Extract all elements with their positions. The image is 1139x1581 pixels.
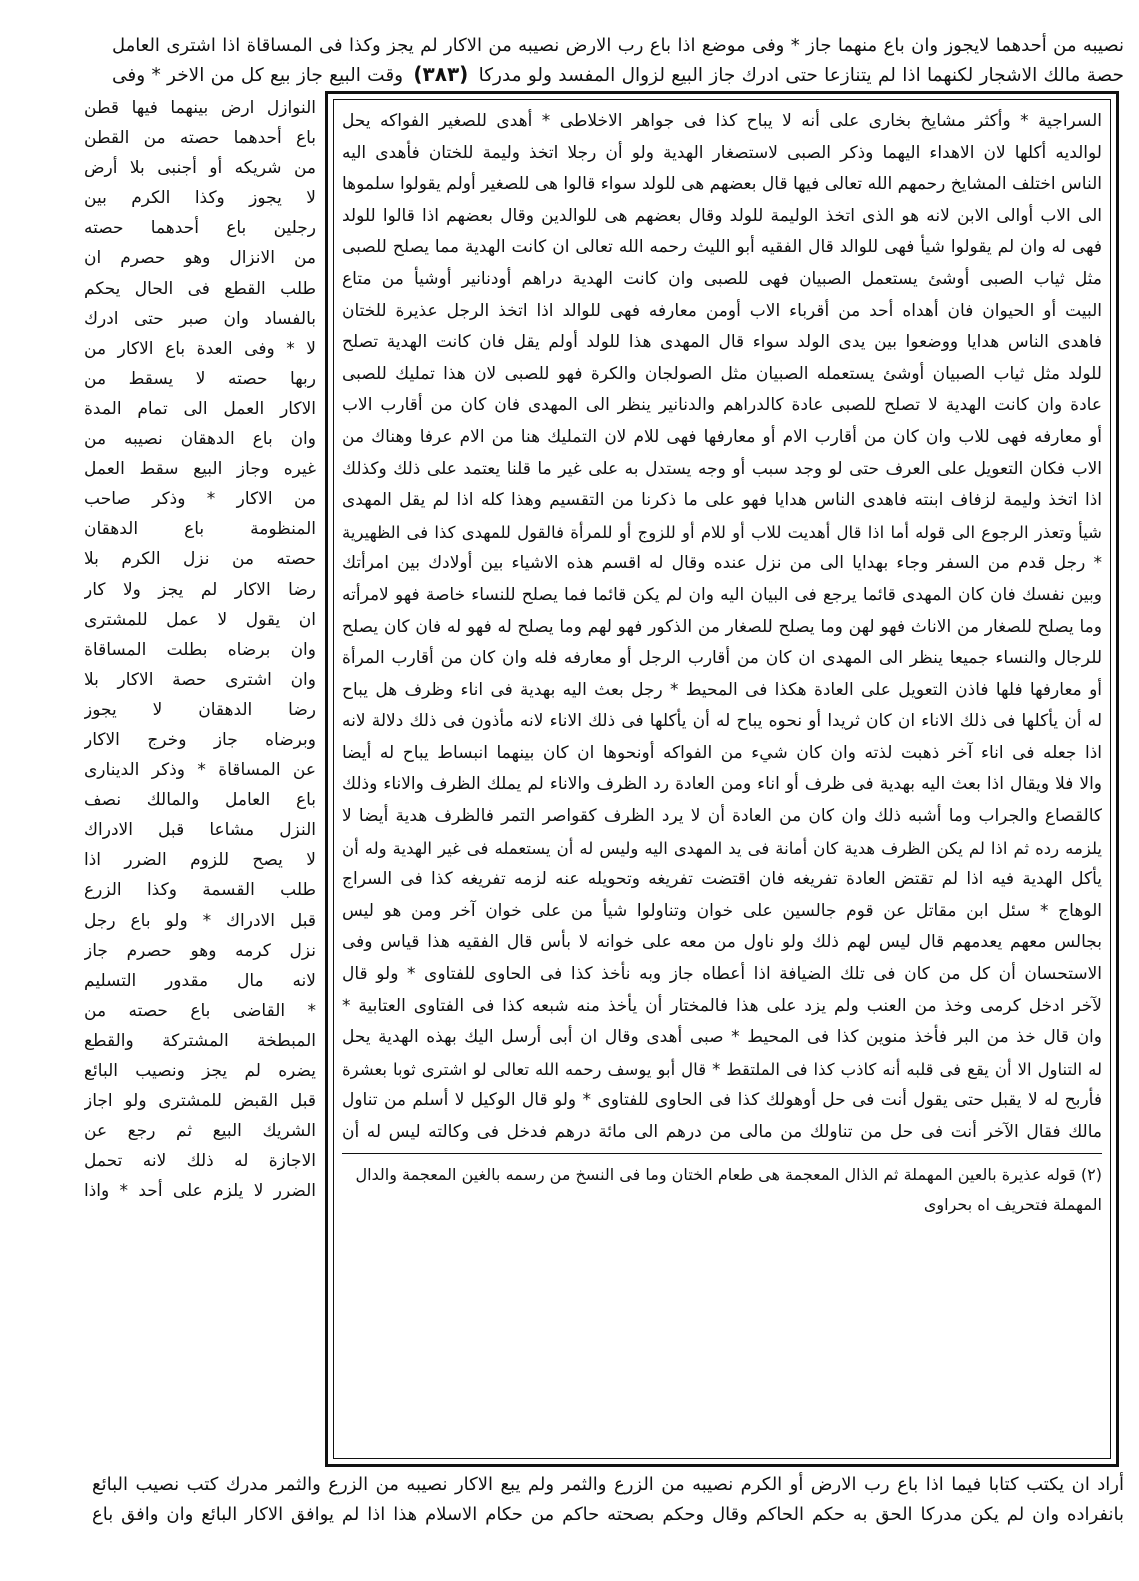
footer-line: بانفراده وان لم يكن مدركا الحق به حكم الحاكم وقال وحكم بصحته حاكم من حكام الاسلام هذا اذا لم يوافق الاكار البائع وان وافق باع	[92, 1504, 1124, 1525]
margin-line: النزل مشاعا قبل الادراك	[84, 820, 316, 841]
main-text-line: لوالديه أكلها لان الاهداء اليهما وذكر الصبى لاستصغار الهدية ولو أن رجلا اتخذ وليمة للختان فأهدى اليه	[342, 142, 1102, 163]
margin-column	[84, 93, 316, 1206]
main-text-line: البيت أو الحيوان فان أهداه أحد من أقرباء الاب أومن معارفه فهى للوالد اذا اتخذ الرجل عذيرة للختان	[342, 300, 1102, 321]
header-line-part: وقت البيع جاز بيع كل من الاخر * وفى	[112, 65, 404, 86]
margin-line: ان يقول لا عمل للمشترى	[84, 609, 316, 630]
main-text-line: وما يصلح للصغار من الاناث فهو لهن وما يصلح للصغار من الذكور فهو لهم وما يصلح له فهو له فان كان يصلح	[342, 616, 1102, 637]
main-text-line: فأربح له لا يقبل حتى يقول أنت فى حل أوهولك كذا فى الحاوى للفتاوى * ولو قال الوكيل لا أسلم من تناول	[342, 1090, 1102, 1111]
margin-line: * القاضى باع حصته من	[84, 1000, 316, 1021]
footnote-line: (٢) قوله عذيرة بالعين المهملة ثم الذال المعجمة هى طعام الختان وما فى النسخ من رسمه بالغين المعجمة والدال	[355, 1164, 1102, 1184]
margin-line: رضا الدهقان لا يجوز	[84, 699, 316, 720]
main-text-line: شيأ وتعذر الرجوع الى قوله أما اذا قال أهديت للاب أو للام أو للزوج أو للمرأة فالقول للمهدى كذا فى الظهيرية	[342, 522, 1102, 542]
main-text-line: أو معارفه فهى للاب وان كان من أقارب الام أو معارفها فهى للام لان التمليك هنا من الام عرفا وهناك من	[342, 426, 1102, 447]
footer-line: أراد ان يكتب كتابا فيما اذا باع رب الارض أو الكرم نصيبه من الزرع والثمر ولم يبع الاكار نصيبه من الزرع والثمر مدرك كتب نصيب البائع	[92, 1474, 1124, 1495]
margin-line: لا * وفى العدة باع الاكار من	[84, 338, 316, 359]
main-text-line: الاستحسان أن كل من كان فى تلك الضيافة اذا أعطاه جاز وبه نأخذ كذا فى الحاوى للفتاوى * ولو قال	[342, 964, 1102, 985]
margin-line: رضا الاكار لم يجز ولا كار	[84, 579, 316, 600]
margin-line: باع العامل والمالك نصف	[84, 790, 316, 811]
main-text-line: بجالس معهم يعدمهم قال ليس لهم ذلك ولو ناول من معه على خوانه لا بأس قال الفقيه هذا قياس وفى	[342, 932, 1102, 953]
main-text-line: له التناول الا أن يقع فى قلبه أنه كاذب كذا فى الملتقط * قال أبو يوسف رحمه الله تعالى لو اشترى ثوبا بعشرة	[342, 1059, 1102, 1079]
main-text-lines	[342, 106, 1102, 1149]
main-text-line: يأكل الهدية فيه اذا لم تقتض العادة تفريغه فان اقتضت تفريغه وتحويله عنه لزمه تفريغه كذا فى السراج	[342, 869, 1102, 890]
main-text-body	[333, 99, 1111, 1459]
main-text-line: الناس اختلف المشايخ رحمهم الله تعالى فيها قال بعضهم هى للولد سواء قالوا هى للصغير أولم يقولوا سلموها	[342, 174, 1102, 195]
main-text-line: فهى له وان لم يقولوا شيأ فهى للوالد قال الفقيه أبو الليث رحمه الله تعالى ان كانت الهدية مما يصلح للصبى	[342, 237, 1102, 258]
margin-line: قبل الادراك * ولو باع رجل	[84, 910, 316, 931]
margin-line: قبل القبض للمشترى ولو اجاز	[84, 1091, 316, 1112]
margin-line: بالفساد وان صبر حتى ادرك	[84, 308, 316, 329]
main-text-line: لآخر ادخل كرمى وخذ من العنب ولم يزد على هذا فالمختار أن يأخذ منه شبعه كذا فى الفتاوى العتابية *	[342, 995, 1102, 1016]
margin-line: المنظومة باع الدهقان	[84, 519, 316, 540]
margin-line: الشريك البيع ثم رجع عن	[84, 1121, 316, 1142]
main-text-line: السراجية * وأكثر مشايخ بخارى على أنه لا يباح كذا فى جواهر الاخلاطى * أهدى للصغير الفواكه يحل	[342, 111, 1102, 131]
main-text-line: عادة وان كانت الهدية لا تصلح للصبى عادة كالدراهم والدنانير ينظر الى المهدى فان كان من أقارب الاب	[342, 395, 1102, 416]
margin-line: لا يجوز وكذا الكرم بين	[84, 188, 316, 209]
main-text-line: الوهاج * سئل ابن مقاتل عن قوم جالسين على خوان وتناولوا شيأ من على خوان آخر ومن هو ليس	[342, 900, 1102, 921]
margin-line: المبطخة المشتركة والقطع	[84, 1030, 316, 1051]
main-text-line: * رجل قدم من السفر وجاء بهدايا الى من نزل عنده وقال له اقسم هذه الاشياء بين أولادك بين امرأتك	[342, 553, 1102, 574]
margin-line: وان باع الدهقان نصيبه من	[84, 429, 316, 450]
footnote	[342, 1160, 1102, 1220]
header-text	[112, 32, 1124, 90]
margin-line: باع أحدهما حصته من القطن	[84, 128, 316, 149]
margin-line: الضرر لا يلزم على أحد * واذا	[84, 1181, 316, 1202]
main-text-frame	[325, 91, 1119, 1467]
margin-line: من الاكار * وذكر صاحب	[84, 489, 316, 510]
margin-line: حصته من نزل الكرم بلا	[84, 549, 316, 570]
margin-line: وان برضاه بطلت المساقاة	[84, 639, 316, 660]
main-text-line: وبين نفسك فان كان المهدى قائما يرجع فى البيان اليه وان لم يكن قائما فما يصلح للنساء خاصة فهو لامرأته	[342, 584, 1102, 605]
margin-line: من شريكه أو أجنبى بلا أرض	[84, 158, 316, 179]
main-text-line: وان قال خذ من البر فأخذ منوين كذا فى المحيط * صبى أهدى وقال ان أبى أرسل اليك بهذه الهدية يحل	[342, 1027, 1102, 1048]
margin-line: لا يصح للزوم الضرر اذا	[84, 850, 316, 871]
margin-line: وان اشترى حصة الاكار بلا	[84, 669, 316, 690]
main-text-line: للولد مثل ثياب الصبيان أوشئ يستعمله الصبيان مثل الصولجان والكرة فهو للصبى لان هذا تمليك للصبى	[342, 363, 1102, 384]
main-text-line: اذا اتخذ وليمة لزفاف ابنته فاهدى الناس هدايا فهو على ما ذكرنا من التقسيم وهذا كله اذا لم يقل المهدى	[342, 490, 1102, 511]
margin-line: الاجازة له ذلك لانه تحمل	[84, 1151, 316, 1172]
main-text-line: والا فلا ويقال اذا بعث اليه بهدية فى ظرف أو اناء ومن العادة رد الظرف والاناء لم يملك الظرف والاناء وذلك	[342, 774, 1102, 795]
header-line: نصيبه من أحدهما لايجوز وان باع منهما جاز * وفى موضع اذا باع رب الارض نصيبه من الاكار لم يجز وكذا فى المساقاة اذا اشترى العامل	[112, 35, 1124, 56]
main-text-line: يلزمه رده ثم اذا لم يكن الظرف هدية كان أمانة فى يد المهدى اليه وليس له أن يستعمله فى غير الهدية وله أن	[342, 838, 1102, 858]
footnote-line: المهملة فتحريف اه بحراوى	[923, 1194, 1102, 1214]
margin-line: الاكار العمل الى تمام المدة	[84, 398, 316, 419]
margin-line: النوازل ارض بينهما فيها قطن	[84, 98, 316, 118]
margin-line: من الانزال وهو حصرم ان	[84, 248, 316, 269]
margin-line: ربها حصته لا يسقط من	[84, 368, 316, 389]
footer-text	[92, 1470, 1124, 1530]
header-line-part: حصة مالك الاشجار لكنهما اذا لم يتنازعا حتى ادرك جاز البيع لزوال المفسد ولو مدركا	[478, 65, 1124, 86]
main-text-line: مثل ثياب الصبى أوشئ يستعمل الصبيان فهى للصبى وان كانت الهدية دراهم أودنانير أوشيأ من متاع	[342, 268, 1102, 289]
main-text-line: كالقصاع والجراب وما أشبه ذلك وان كان من العادة أن لا يرد الظرف كقواصر التمر فالظرف هدية أيضا لا	[342, 806, 1102, 827]
margin-line: طلب القسمة وكذا الزرع	[84, 880, 316, 901]
header-line-with-page-number	[112, 60, 1124, 90]
margin-line: وبرضاه جاز وخرج الاكار	[84, 729, 316, 750]
margin-line: نزل كرمه وهو حصرم جاز	[84, 940, 316, 961]
margin-line: عن المساقاة * وذكر الدينارى	[84, 760, 316, 781]
main-text-line: فاهدى الناس هدايا ووضعوا بين يدى الولد سواء قال المهدى هذا للولد أولم يقل فان كانت الهدية تصلح	[342, 332, 1102, 353]
margin-line: رجلين باع أحدهما حصته	[84, 218, 316, 239]
margin-line: غيره وجاز البيع سقط العمل	[84, 459, 316, 480]
margin-line: يضره لم يجز ونصيب البائع	[84, 1061, 316, 1081]
main-text-line: اذا جعله فى اناء آخر ذهبت لذته وان كان شيء من الفواكه أونحوها ان كان بينهما انبساط يباح له أيضا	[342, 742, 1102, 763]
main-text-line: للرجال والنساء جميعا ينظر الى المهدى ان كان من أقارب الرجل أو معارفه فله وان كان من أقارب المرأة	[342, 648, 1102, 669]
main-text-line: الاب فكان التعويل على العرف حتى لو وجد سبب أو وجه يستدل به على غير ما قلنا يعتمد على ذلك وكذلك	[342, 458, 1102, 479]
page-number: (٣٨٣)	[413, 62, 469, 86]
main-text-line: مالك فقال الآخر أنت فى حل من تناولك من مالى من درهم الى مائة درهم فدخل فى وكالته ليس له أن	[342, 1122, 1102, 1142]
footnote-divider	[342, 1153, 1102, 1154]
main-text-line: الى الاب أوالى الابن لانه هو الذى اتخذ الوليمة للولد وقال بعضهم هى للوالدين وقال بعضهم اذا قالوا للولد	[342, 205, 1102, 226]
margin-line: طلب القطع فى الحال يحكم	[84, 278, 316, 299]
main-text-line: أو معارفها فلها فاذن التعويل على العادة هكذا فى المحيط * رجل بعث اليه بهدية فى اناء وظرف هل يباح	[342, 679, 1102, 700]
main-text-line: له أن يأكلها فى ذلك الاناء ان كان ثريدا أو نحوه يباح له أن يأكلها فى ذلك الاناء لانه مأذون فى ذلك دلالة لانه	[342, 711, 1102, 732]
margin-line: لانه مال مقدور التسليم	[84, 970, 316, 991]
